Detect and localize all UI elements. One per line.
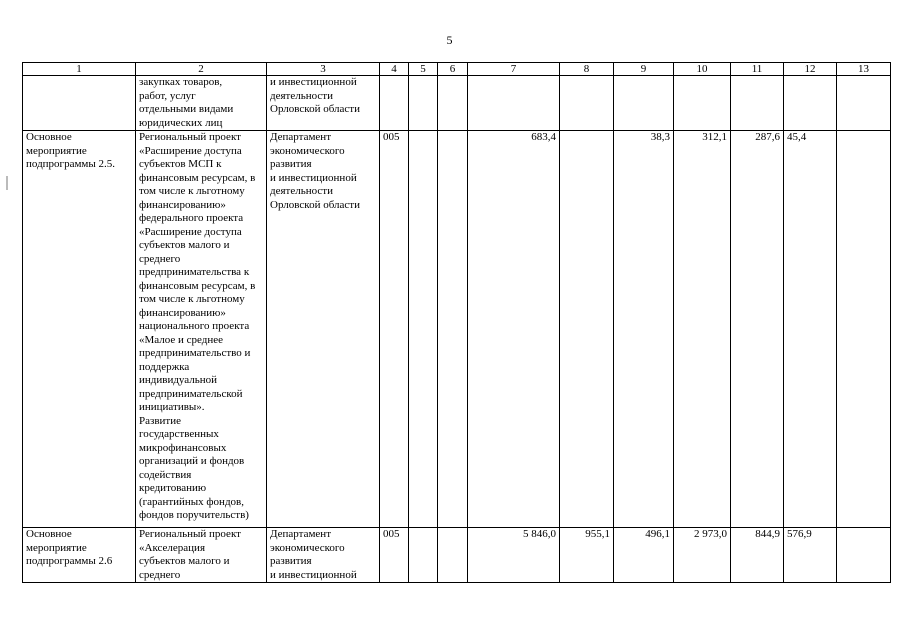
page-number: 5: [446, 33, 453, 47]
column-number-7: 7: [468, 63, 560, 76]
column-number-9: 9: [614, 63, 674, 76]
column-number-4: 4: [380, 63, 409, 76]
code-cell: 005: [380, 131, 409, 528]
total-cell: 5 846,0: [468, 528, 560, 583]
column-number-13: 13: [837, 63, 891, 76]
column-number-2: 2: [136, 63, 267, 76]
project-description-cell: закупках товаров, работ, услуг отдельными видами юридических лиц: [136, 76, 267, 131]
value-cell: [409, 528, 438, 583]
value-cell: [438, 76, 468, 131]
value-cell: 38,3: [614, 131, 674, 528]
column-number-6: 6: [438, 63, 468, 76]
value-cell: 844,9: [731, 528, 784, 583]
value-cell: 955,1: [560, 528, 614, 583]
table-row: [23, 76, 891, 131]
code-cell: [380, 76, 409, 131]
table-row: [23, 131, 891, 528]
value-cell: 312,1: [674, 131, 731, 528]
value-cell: [674, 76, 731, 131]
project-description-cell: Региональный проект «Акселерация субъектов малого и среднего: [136, 528, 267, 583]
table-header-row: [23, 63, 891, 76]
value-cell: 45,4: [784, 131, 837, 528]
value-cell: 496,1: [614, 528, 674, 583]
value-cell: 576,9: [784, 528, 837, 583]
value-cell: [837, 76, 891, 131]
executor-cell: Департамент экономического развития и инвестиционной: [267, 528, 380, 583]
value-cell: [837, 131, 891, 528]
value-cell: [560, 76, 614, 131]
value-cell: [784, 76, 837, 131]
column-number-5: 5: [409, 63, 438, 76]
column-number-8: 8: [560, 63, 614, 76]
value-cell: [438, 131, 468, 528]
value-cell: [614, 76, 674, 131]
value-cell: [731, 76, 784, 131]
event-name-cell: [23, 76, 136, 131]
value-cell: 2 973,0: [674, 528, 731, 583]
executor-cell: Департамент экономического развития и инвестиционной деятельности Орловской области: [267, 131, 380, 528]
program-table: [22, 62, 891, 583]
executor-cell: и инвестиционной деятельности Орловской области: [267, 76, 380, 131]
value-cell: [837, 528, 891, 583]
code-cell: 005: [380, 528, 409, 583]
value-cell: [409, 131, 438, 528]
total-cell: [468, 76, 560, 131]
column-number-12: 12: [784, 63, 837, 76]
column-number-10: 10: [674, 63, 731, 76]
table-row: [23, 528, 891, 583]
column-number-3: 3: [267, 63, 380, 76]
value-cell: 287,6: [731, 131, 784, 528]
total-cell: 683,4: [468, 131, 560, 528]
project-description-cell: Региональный проект «Расширение доступа субъектов МСП к финансовым ресурсам, в том числе к льготному финансированию» федерального проекта «Расширение доступа субъектов малого и среднего предпринимательства к финансовым ресурсам, в том числе к льготному финансированию» национального проекта «Малое и среднее предпринимательство и поддержка индивидуальной предпринимательской инициативы». Развитие государственных микрофинансовых организаций и фондов содействия кредитованию (гарантийных фондов, фондов поручительств): [136, 131, 267, 528]
value-cell: [560, 131, 614, 528]
event-name-cell: Основное мероприятие подпрограммы 2.6: [23, 528, 136, 583]
value-cell: [438, 528, 468, 583]
column-number-11: 11: [731, 63, 784, 76]
column-number-1: 1: [23, 63, 136, 76]
event-name-cell: Основное мероприятие подпрограммы 2.5.: [23, 131, 136, 528]
margin-mark: [6, 176, 8, 190]
value-cell: [409, 76, 438, 131]
